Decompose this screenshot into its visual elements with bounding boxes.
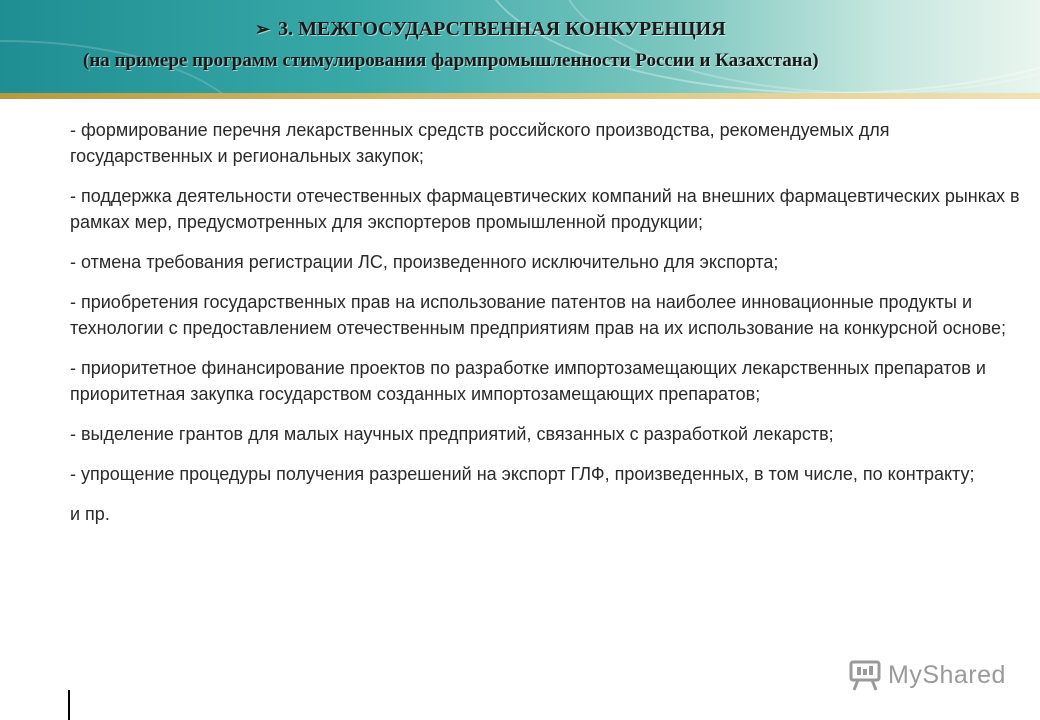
header-divider xyxy=(0,93,1040,99)
list-item: - отмена требования регистрации ЛС, произведенного исключительно для экспорта; xyxy=(70,252,779,272)
list-item: - приобретения государственных прав на использование патентов на наиболее инновационные продукты и технологии с предоставлением отечественным предприятиям прав на их использование на конкурсной основе; xyxy=(70,292,1006,338)
watermark-text: MyShared xyxy=(888,660,1006,689)
list-item: - приоритетное финансирование проектов по разработке импортозамещающих лекарственных препаратов и приоритетная закупка государством созданных импортозамещающих препаратов; xyxy=(70,358,986,404)
slide-title xyxy=(255,18,1040,41)
header-decoration xyxy=(560,0,1040,93)
slide-subtitle: (на примере программ стимулирования фармпромышленности России и Казахстана) xyxy=(83,50,819,71)
list-item: - поддержка деятельности отечественных фармацевтических компаний на внешних фармацевтических рынках в рамках мер, предусмотренных для экспортеров промышленной продукции; xyxy=(70,186,1020,232)
slide-body xyxy=(70,117,1030,541)
list-item: - выделение грантов для малых научных предприятий, связанных с разработкой лекарств; xyxy=(70,424,834,444)
presentation-board-icon xyxy=(848,658,882,692)
left-divider xyxy=(68,690,70,720)
watermark xyxy=(848,657,1006,693)
slide-header xyxy=(0,0,1040,93)
list-item: и пр. xyxy=(70,504,110,524)
list-item: - упрощение процедуры получения разрешений на экспорт ГЛФ, произведенных, в том числе, по контракту; xyxy=(70,464,975,484)
slide-title-text: 3. МЕЖГОСУДАРСТВЕННАЯ КОНКУРЕНЦИЯ xyxy=(278,18,726,40)
arrow-bullet-icon: ➢ xyxy=(255,19,271,39)
list-item: - формирование перечня лекарственных средств российского производства, рекомендуемых для государственных и региональных закупок; xyxy=(70,120,890,166)
